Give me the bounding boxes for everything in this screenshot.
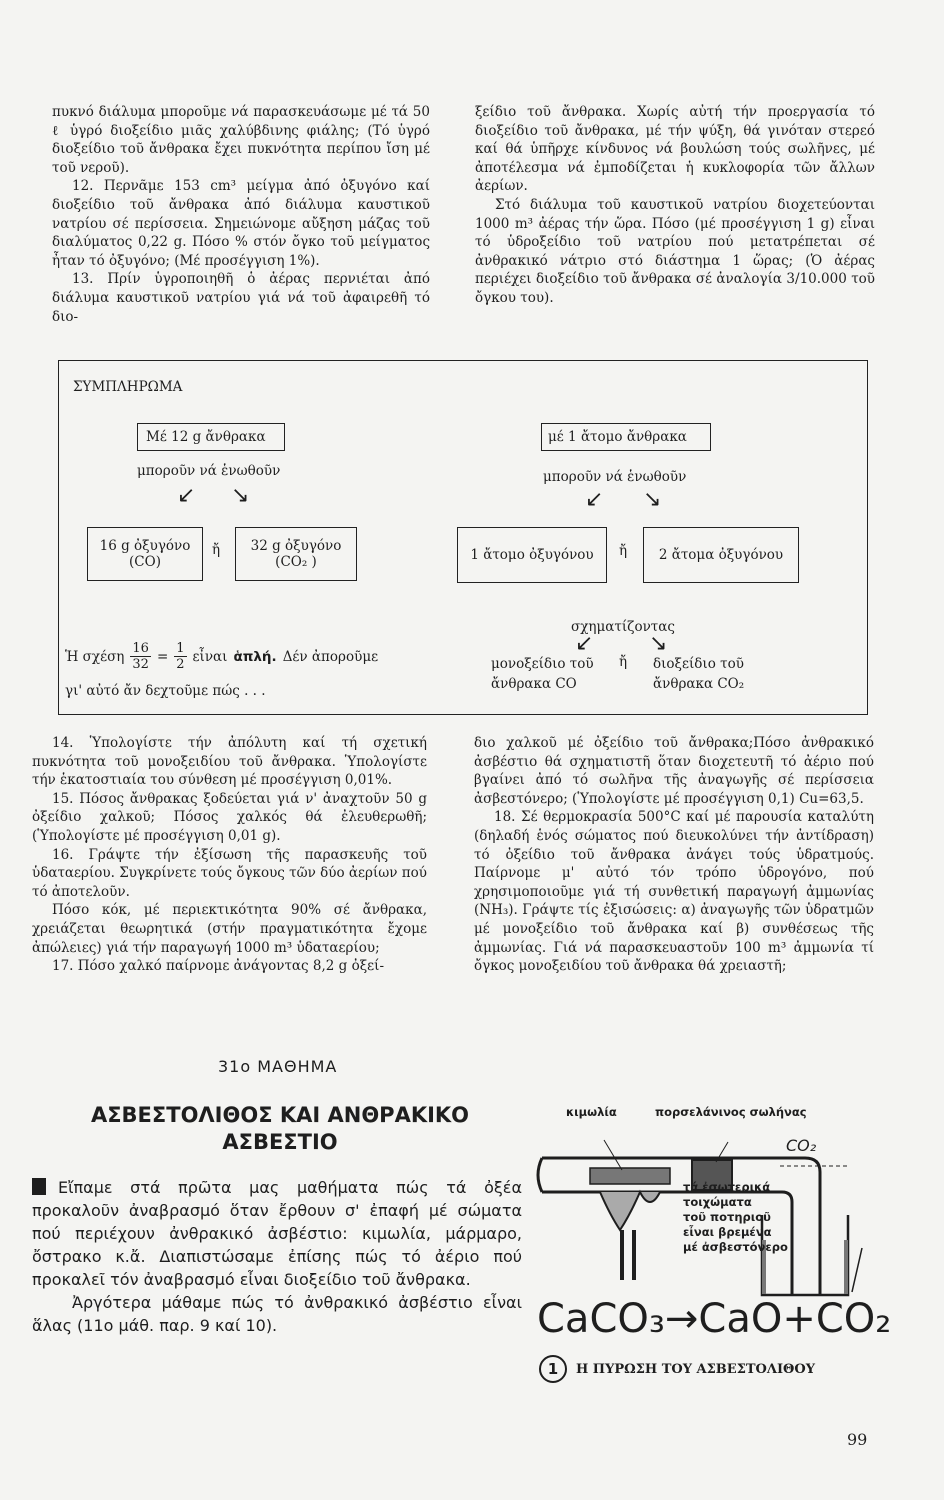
result-label: ἄνθρακα CO <box>491 676 577 692</box>
title-line: ΑΣΒΕΣΤΟΛΙΘΟΣ ΚΑΙ ΑΝΘΡΑΚΙΚΟ <box>90 1103 470 1127</box>
forming-text: σχηματίζοντας <box>571 619 675 635</box>
box-label: Μέ 12 g ἄνθρακα <box>146 429 266 445</box>
label-porcelain-tube: πορσελάνινος σωλήνας <box>655 1105 807 1119</box>
or-text: ἤ <box>619 543 628 559</box>
fraction-denominator: 2 <box>176 657 185 672</box>
box-label: 16 g ὀξυγόνο <box>99 538 191 554</box>
right-box-b <box>643 527 799 583</box>
page-number: 99 <box>847 1430 868 1449</box>
conclusion-text: γι' αὐτό ἄν δεχτοῦμε πώς . . . <box>65 683 266 699</box>
flame <box>600 1192 660 1230</box>
fraction-denominator: 32 <box>132 657 149 672</box>
top-left-column <box>52 103 430 326</box>
lesson-title <box>76 1102 484 1156</box>
supplement-box <box>58 360 868 715</box>
calcination-equation: CaCO₃→CaO+CO₂ <box>537 1296 892 1342</box>
left-can-combine: μποροῦν νά ἑνωθοῦν <box>137 463 281 479</box>
chalk-sample <box>590 1168 670 1184</box>
lesson-number: 31ο ΜΑΘΗΜΑ <box>218 1057 338 1076</box>
paragraph: 17. Πόσο χαλκό παίρνομε ἀνάγοντας 8,2 g ὀξεί- <box>52 958 385 975</box>
result-monoxide <box>491 654 594 694</box>
fraction-1-2 <box>174 641 186 672</box>
paragraph: 13. Πρίν ὑγροποιηθῆ ὁ ἀέρας περνιέται ἀπό διάλυμα καυστικοῦ νατρίου γιά νά τοῦ ἀφαιρεθῆ τό διο- <box>52 271 430 325</box>
box-label: 32 g ὀξυγόνο <box>250 538 342 554</box>
ratio-prefix: Ἡ σχέση <box>65 648 125 665</box>
result-label: ἄνθρακα CO₂ <box>653 676 745 692</box>
caption-text: Η ΠΥΡΩΣΗ ΤΟΥ ΑΣΒΕΣΤΟΛΙΘΟΥ <box>576 1361 815 1377</box>
result-label: μονοξείδιο τοῦ <box>491 656 594 672</box>
arrow-down-right-icon: ↘ <box>643 487 662 512</box>
label-line: τοῦ ποτηριοῦ <box>683 1210 771 1224</box>
tube-closed-end <box>538 1158 542 1192</box>
supplement-heading: ΣΥΜΠΛΗΡΩΜΑ <box>73 379 183 395</box>
left-box-a <box>87 527 203 581</box>
or-text: ἤ <box>212 542 221 558</box>
box-label: μέ 1 ἄτομο ἄνθρακα <box>548 429 687 445</box>
arrow-down-left-icon: ↙ <box>585 487 604 512</box>
paragraph: 15. Πόσος ἄνθρακας ξοδεύεται γιά ν' ἀναχτοῦν 50 g ὀξείδιο χαλκοῦ; Πόσος χαλκός θά ἐλευθερωθῆ; (Ὑπολογίστε μέ προσέγγιση 0,01 g). <box>32 790 427 844</box>
fraction-numerator: 1 <box>176 641 185 656</box>
equals-sign: = <box>156 648 169 665</box>
arrow-down-left-icon: ↙ <box>177 483 196 508</box>
figure-caption <box>539 1355 815 1383</box>
paragraph: 14. Ὑπολογίστε τήν ἀπόλυτη καί τή σχετική πυκνότητα τοῦ μονοξειδίου τοῦ ἄνθρακα. Ὑπολογίστε τήν ἑκατοστιαία του σύνθεση μέ προσέγγιση 0,01%. <box>32 735 427 789</box>
arrow-down-right-icon: ↘ <box>649 631 668 656</box>
lesson-body <box>32 1176 522 1337</box>
right-box-a <box>457 527 607 583</box>
top-right-column <box>475 103 875 308</box>
ratio-mid: εἶναι <box>192 648 228 665</box>
title-line: ΑΣΒΕΣΤΙΟ <box>222 1130 338 1154</box>
bottom-right-column <box>474 734 874 976</box>
ratio-line <box>65 641 378 672</box>
fraction-16-32 <box>130 641 151 672</box>
paragraph: Στό διάλυμα τοῦ καυστικοῦ νατρίου διοχετεύονται 1000 m³ ἀέρας τήν ὥρα. Πόσο (μέ προσέγγιση 1 g) εἶναι τό ὑδροξείδιο τοῦ νατρίου πού μετατρέπεται σέ ἀνθρακικό νάτριο στό διάστημα 1 ὥρας; (Ὁ ἀέρας περιέχει διοξείδιο τοῦ ἄνθρακα σέ ἀναλογία 3/10.000 τοῦ ὄγκου του). <box>475 196 875 306</box>
box-label: (CO₂ ) <box>275 554 317 570</box>
paragraph: ξείδιο τοῦ ἄνθρακα. Χωρίς αὐτή τήν προεργασία τό διοξείδιο τοῦ ἄνθρακα, μέ τήν ψύξη, θά γινόταν στερεό καί θά ὑπῆρχε κίνδυνος νά βουλώση τούς σωλῆνες, μέ ἀποτέλεσμα νά ἐμποδίζεται ἡ κυκλοφορία τῶν ἄλλων ἀερίων. <box>475 104 875 195</box>
paragraph: Ἀργότερα μάθαμε πώς τό ἀνθρακικό ἀσβέστιο εἶναι ἅλας (11ο μάθ. παρ. 9 καί 10). <box>32 1293 522 1335</box>
ratio-simple: ἁπλή. <box>233 648 277 665</box>
result-label: διοξείδιο τοῦ <box>653 656 744 672</box>
paragraph: διο χαλκοῦ μέ ὀξείδιο τοῦ ἄνθρακα;Πόσο ἀνθρακικό ἀσβέστιο θά σχηματιστῆ ὅταν διοχετευτῆ τό ἀέριο πού βγαίνει ἀπό τό σωλῆνα τῆς ἀναγωγῆς σέ περίσσεια ἀσβεστόνερο; (Ὑπολογίστε μέ προσέγγιση 0,1) Cu=63,5. <box>474 735 874 807</box>
or-text: ἤ <box>619 654 628 670</box>
arrow-down-left-icon: ↙ <box>575 631 594 656</box>
label-co2: CO₂ <box>786 1136 817 1155</box>
box-label: 1 ἄτομο ὀξυγόνου <box>470 547 594 563</box>
paragraph: 18. Σέ θερμοκρασία 500°C καί μέ παρουσία καταλύτη (δηλαδή ἑνός σώματος πού διευκολύνει τήν ἀντίδραση) τό ὀξείδιο τοῦ ἄνθρακα ἀνάγει τούς ὑδρατμούς. Παίρνομε μ' αὐτό τόν τρόπο ὑδρογόνο, πού χρησιμοποιοῦμε γιά τή συνθετική παραγωγή ἀμμωνίας (NH₃). Γράψτε τίς ἐξισώσεις: α) ἀναγωγῆς τῶν ὑδρατμῶν μέ μονοξείδιο τοῦ ἄνθρακα καί β) συνθέσεως τῆς ἀμμωνίας. Γιά νά παρασκευαστοῦν 100 m³ ἀμμωνία τί ὄγκος μονοξειδίου τοῦ ἄνθρακα θά χρειαστῆ; <box>474 809 874 975</box>
bottom-left-column <box>32 734 427 976</box>
paragraph: Εἴπαμε στά πρῶτα μας μαθήματα πώς τά ὀξέα προκαλοῦν ἀναβρασμό ὅταν ἔρθουν σ' ἐπαφή μέ σώματα πού περιέχουν ἀνθρακικό ἀσβέστιο: κιμωλία, μάρμαρο, ὄστρακο κ.ἄ. Διαπιστώσαμε ἐπίσης πώς τό ἀέριο πού προκαλεῖ τόν ἀναβρασμό εἶναι διοξείδιο τοῦ ἄνθρακα. <box>32 1178 522 1289</box>
arrow-up-icon <box>852 1248 862 1292</box>
ratio-end: Δέν ἀποροῦμε <box>282 648 379 665</box>
label-line: μέ ἀσβεστόνερο <box>683 1240 788 1254</box>
paragraph: πυκνό διάλυμα μποροῦμε νά παρασκευάσωμε μέ τά 50 ℓ ὑγρό διοξείδιο μιᾶς χαλύβδινης φιάλης; (Τό ὑγρό διοξείδιο τοῦ ἄνθρακα ἔχει πυκνότητα περίπου ἴση μέ τοῦ νεροῦ). <box>52 104 430 176</box>
arrow-down-right-icon: ↘ <box>231 483 250 508</box>
box-label: (CO) <box>129 554 161 570</box>
paragraph: Πόσο κόκ, μέ περιεκτικότητα 90% σέ ἄνθρακα, χρειάζεται θεωρητικά (στήν πραγματικότητα ἔχομε ἀπώλειες) γιά τήν παραγωγή 1000 m³ ὑδαταερίου; <box>32 902 427 956</box>
label-line: τά ἐσωτερικά <box>683 1180 771 1194</box>
section-marker-icon <box>32 1178 46 1195</box>
fraction-numerator: 16 <box>132 641 149 656</box>
label-chalk: κιμωλία <box>566 1105 617 1119</box>
right-top-box <box>541 423 711 451</box>
left-box-b <box>235 527 357 581</box>
leader-line <box>604 1140 622 1170</box>
left-top-box <box>137 423 285 451</box>
label-inner-walls <box>683 1180 788 1255</box>
box-label: 2 ἄτομα ὀξυγόνου <box>658 547 784 563</box>
right-can-combine: μποροῦν νά ἑνωθοῦν <box>543 469 687 485</box>
label-line: τοιχώματα <box>683 1195 752 1209</box>
label-line: εἶναι βρεμένα <box>683 1225 772 1239</box>
result-dioxide <box>653 654 744 694</box>
figure-number: 1 <box>539 1355 567 1383</box>
paragraph: 16. Γράψτε τήν ἐξίσωση τῆς παρασκευῆς τοῦ ὑδαταερίου. Συγκρίνετε τούς ὄγκους τῶν δύο ἀερίων πού τό ἀποτελοῦν. <box>32 846 427 900</box>
paragraph: 12. Περνᾶμε 153 cm³ μείγμα ἀπό ὀξυγόνο καί διοξείδιο τοῦ ἄνθρακα ἀπό διάλυμα καυστικοῦ νατρίου σέ περίσσεια. Σημειώνομε αὔξηση μάζας τοῦ διαλύματος 0,22 g. Πόσο % στόν ὄγκο τοῦ μείγματος ἦταν τό ὀξυγόνο; (Μέ προσέγγιση 1%). <box>52 178 430 269</box>
